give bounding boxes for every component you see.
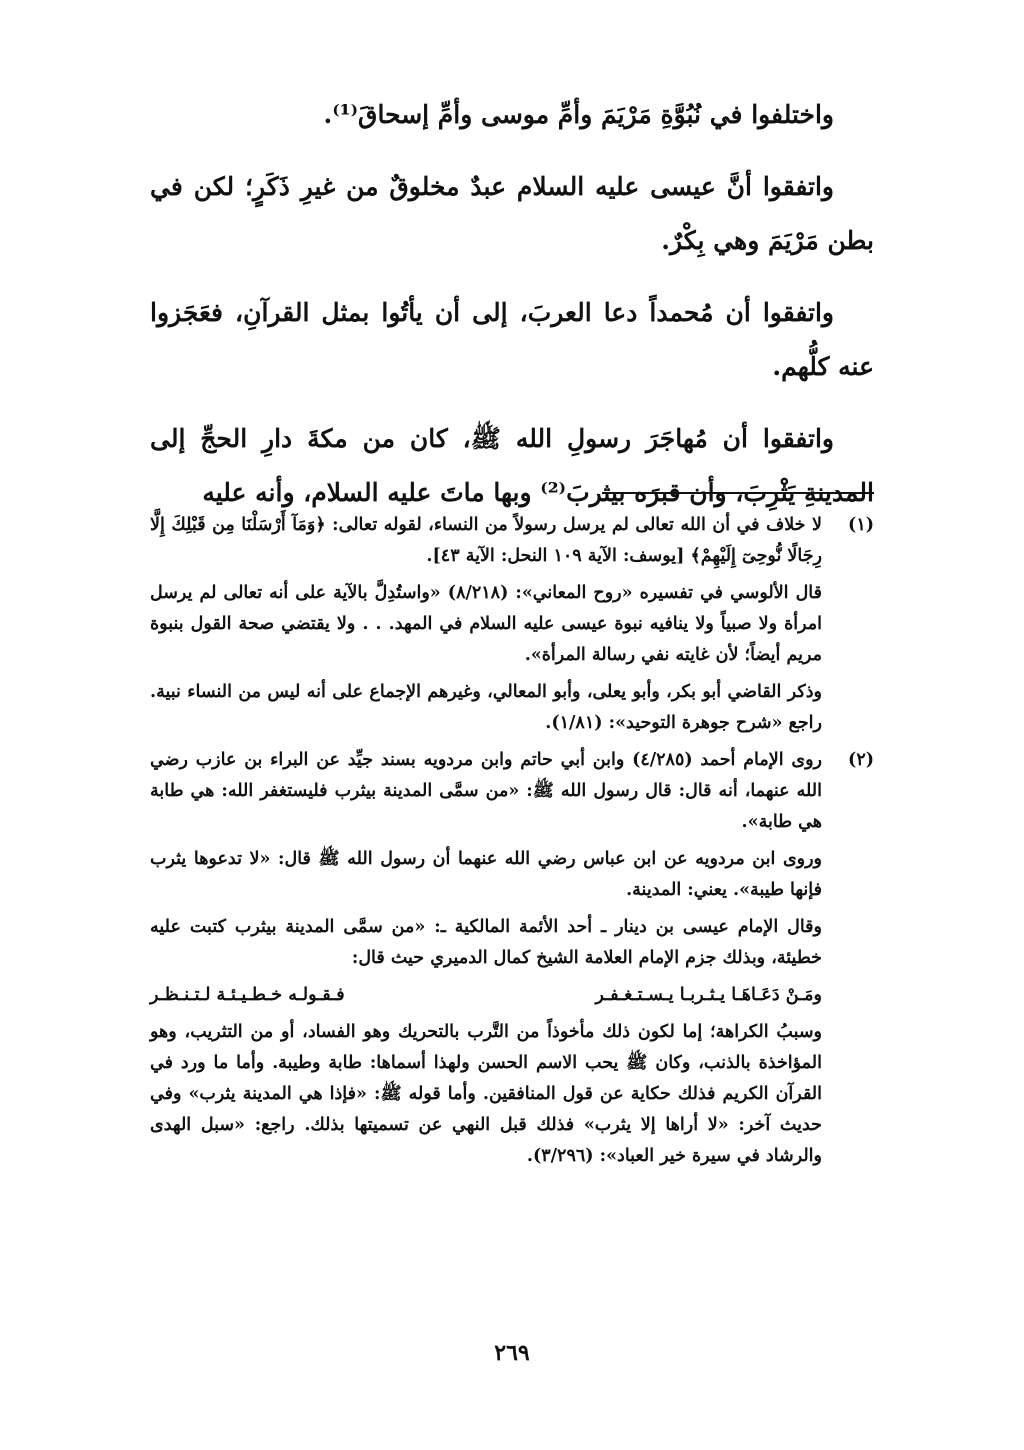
poem-verse	[150, 980, 822, 1011]
footnote-number: (١)	[848, 515, 874, 535]
footnote-paragraph: وقال الإمام عيسى بن دينار ـ أحد الأئمة المالكية ـ: «من سمَّى المدينة بيثرب كتبت عليه خطيئة، وبذلك جزم الإمام العلامة الشيخ كمال الدميري حيث قال:	[150, 917, 822, 968]
verse-second-hemistich: فـقـولـه خـطـيـئـة لـتـنـظـر	[150, 985, 345, 1005]
footnote-2	[150, 745, 874, 1172]
page-number: ٢٦٩	[494, 1340, 530, 1366]
footnote-paragraph: وسببُ الكراهة؛ إما لكون ذلك مأخوذاً من التَّرب بالتحريك وهو الفساد، أو من التثريب، وهو المؤاخذة بالذنب، وكان ﷺ يحب الاسم الحسن ولهذا أسماها: طابة وطيبة. وأما ما ورد في القرآن الكريم فذلك حكاية عن قول المنافقين. وأما قوله ﷺ: «فإذا هي المدينة يثرب» وفي حديث آخر: «لا أراها إلا يثرب» فذلك قبل النهي عن تسميتها بذلك. راجع: «سبل الهدى والرشاد في سيرة خير العباد»: (٣/٢٩٦).	[150, 1022, 822, 1166]
paragraph: واتفقوا أنَّ عيسى عليه السلام عبدٌ مخلوقٌ من غيرِ ذَكَرٍ؛ لكن في بطن مَرْيَمَ وهي بِكْرٌ.	[150, 172, 874, 255]
footnotes	[150, 510, 874, 1178]
footnote-paragraph: روى الإمام أحمد (٤/٢٨٥) وابن أبي حاتم وابن مردويه بسند جيِّد عن البراء بن عازب رضي الله عنهما، أنه قال: قال رسول الله ﷺ: «من سمَّى المدينة بيثرب فليستغفر الله: هي طابة هي طابة».	[150, 750, 822, 832]
footnote-paragraph: قال الألوسي في تفسيره «روح المعاني»: (٨/٢١٨) «واستُدِلَّ بالآية على أنه تعالى لم يرسل امرأة ولا صبياً ولا ينافيه نبوة عيسى عليه السلام في المهد. . . ولا يقتضي صحة القول بنبوة مريم أيضاً؛ لأن غايته نفي رسالة المرأة».	[150, 583, 822, 665]
paragraph: واتفقوا أن مُحمداً دعا العربَ، إلى أن يأتُوا بمثل القرآنِ، فعَجَزوا عنه كلُّهم.	[150, 298, 874, 381]
footnote-paragraph: لا خلاف في أن الله تعالى لم يرسل رسولاً من النساء، لقوله تعالى: ﴿وَمَآ أَرْسَلْنَا مِن قَبْلِكَ إِلَّا رِجَالًا نُّوحِىٓ إِلَيْهِمْ﴾ [يوسف: الآية ١٠٩ النحل: الآية ٤٣].	[150, 515, 822, 566]
footnote-number: (٢)	[848, 750, 874, 770]
footnote-paragraph: وروى ابن مردويه عن ابن عباس رضي الله عنهما أن رسول الله ﷺ قال: «لا تدعوها يثرب فإنها طيبة». يعني: المدينة.	[150, 849, 822, 900]
paragraph: واختلفوا في نُبُوَّةِ مَرْيَمَ وأمِّ موسى وأمِّ إسحاقَ⁽¹⁾.	[323, 100, 834, 129]
paragraph: واتفقوا أن مُهاجَرَ رسولِ الله ﷺ، كان من مكةَ دارِ الحجِّ إلى المدينةِ يَثْرِبَ، وأن قبرَه بيثربَ⁽²⁾ وبها ماتَ عليه السلام، وأنه عليه	[150, 424, 874, 507]
verse-first-hemistich: ومَـنْ دَعَـاهَـا يـثـربـا يـسـتـغـفـر	[595, 985, 822, 1005]
main-text	[150, 88, 874, 538]
footnote-paragraph: وذكر القاضي أبو بكر، وأبو يعلى، وأبو المعالي، وغيرهم الإجماع على أنه ليس من النساء نبية. راجع «شرح جوهرة التوحيد»: (١/٨١).	[150, 682, 822, 733]
footnote-1	[150, 510, 874, 739]
footnote-separator	[602, 492, 874, 494]
